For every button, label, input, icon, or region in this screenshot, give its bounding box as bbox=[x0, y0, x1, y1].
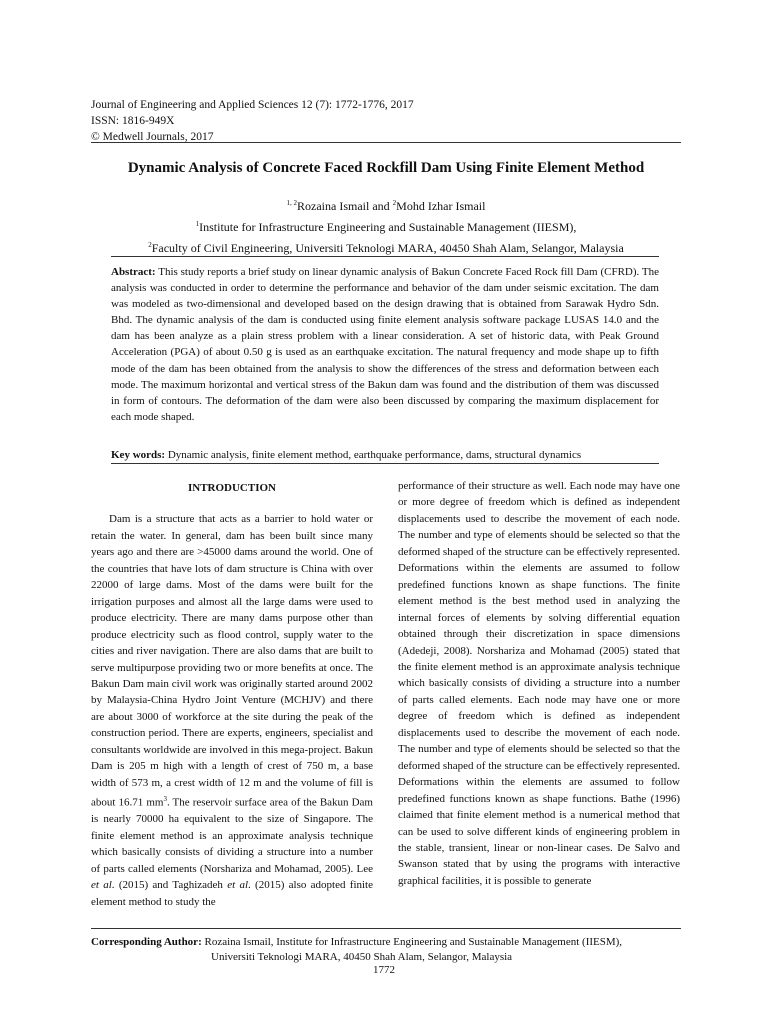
intro-paragraph-right: performance of their structure as well. Each node may have one or more degree of freedom which is defined as independent displacements used to describe the movement of each node. The number and type of elements should be selected so that the deformed shaped of the structure can be effectively represented. Deformations within the elements are assumed to follow predefined functions known as shape functions. The finite element method is the best method used in analyzing the internal forces of elements by solving differential equation obtained through their discretization in space dimensions (Adedeji, 2008). Norshariza and Mohamad (2005) stated that the finite element method is an approximate analysis technique which basically consists of dividing a structure into a number of parts called elements. Each node may have one or more degree of freedom which is defined as independent displacements used to describe the movement of each node. The number and type of elements should be selected so that the deformed shaped of the structure can be effectively represented. Deformations within the elements are assumed to follow predefined functions known as shape functions. Bathe (1996) claimed that finite element method is a numerical method that can be used to solve different kinds of engineering problem in the stable, transient, linear or non-linear cases. De Salvo and Swanson stated that by using the programs with interactive graphical facilities, it is possible to generate bbox=[398, 480, 680, 887]
header-rule bbox=[91, 142, 681, 143]
corr-line-1: Rozaina Ismail, Institute for Infrastructure Engineering and Sustainable Management (IIESM), bbox=[204, 936, 623, 948]
journal-header bbox=[91, 97, 414, 145]
et-al-2: et al bbox=[227, 879, 249, 892]
affiliation-2-mark: 2 bbox=[148, 241, 152, 249]
keywords bbox=[111, 448, 659, 463]
footer-rule bbox=[91, 928, 681, 929]
paper-title: Dynamic Analysis of Concrete Faced Rockfill Dam Using Finite Element Method bbox=[127, 160, 645, 176]
affiliation-1 bbox=[91, 215, 681, 236]
intro-text-c: . (2015) and Taghizadeh bbox=[111, 879, 228, 892]
author1-affiliation-mark: 1, 2 bbox=[286, 199, 298, 207]
authors-block bbox=[91, 194, 681, 257]
affiliation-2-text: Faculty of Civil Engineering, Universiti Teknologi MARA, 40450 Shah Alam, Selangor, Malaysia bbox=[151, 241, 624, 255]
abstract-label: Abstract: bbox=[111, 266, 156, 278]
issn: ISSN: 1816-949X bbox=[91, 115, 175, 127]
page-number: 1772 bbox=[373, 964, 395, 976]
author-line bbox=[91, 194, 681, 215]
section-heading-introduction: INTRODUCTION bbox=[187, 482, 276, 494]
author2-name: Mohd Izhar Ismail bbox=[396, 199, 486, 213]
intro-text-b: . The reservoir surface area of the Bakun Dam is nearly 70000 ha equivalent to the size of Singapore. The finite element method is an approximate analysis technique which basically consists of dividing a structure into a number of parts called elements (Norshariza and Mohamad, 2005). Lee bbox=[91, 796, 373, 875]
journal-citation: Journal of Engineering and Applied Sciences 12 (7): 1772-1776, 2017 bbox=[91, 99, 414, 111]
copyright: © Medwell Journals, 2017 bbox=[91, 131, 214, 143]
corr-label: Corresponding Author: bbox=[91, 936, 202, 948]
et-al-1: et al bbox=[91, 879, 112, 892]
author1-name: Rozaina Ismail and bbox=[297, 199, 393, 213]
abstract-text: This study reports a brief study on linear dynamic analysis of Bakun Concrete Faced Rock fill Dam (CFRD). The analysis was conducted in order to determine the performance and behavior of the dam under seismic excitation. The dam was modeled as two-dimensional and developed based on the design drawing that is obtained from Sarawak Hydro Sdn. Bhd. The dynamic analysis of the dam is conducted using finite element analysis software package LUSAS 14.0 and the dam has been analyze as a plain stress problem with a linear consideration. A set of historic data, with Peak Ground Acceleration (PGA) of about 0.50 g is used as an earthquake excitation. The natural frequency and mode shape up to fifth mode of the dam has been obtained from the analysis to show the differences of the stress and deformation between each mode. The maximum horizontal and vertical stress of the Bakun dam was found and the distribution of them was discussed in form of contours. The deformation of the dam were also been discussed by comparing the maximum displacement for each mode shaped. bbox=[111, 266, 659, 423]
keywords-rule bbox=[111, 463, 659, 464]
keywords-text: Dynamic analysis, finite element method, earthquake performance, dams, structural dynamics bbox=[167, 449, 582, 461]
intro-paragraph-left bbox=[91, 511, 373, 910]
right-column bbox=[398, 478, 680, 889]
affiliation-1-text: Institute for Infrastructure Engineering and Sustainable Management (IIESM), bbox=[199, 220, 577, 234]
author2-affiliation-mark: 2 bbox=[392, 199, 397, 207]
abstract bbox=[111, 264, 659, 425]
corr-line-2: Universiti Teknologi MARA, 40450 Shah Alam, Selangor, Malaysia bbox=[211, 951, 513, 963]
left-column bbox=[91, 478, 373, 910]
affiliation-2 bbox=[91, 236, 681, 257]
keywords-label: Key words: bbox=[111, 449, 166, 461]
unit-superscript: 3 bbox=[163, 795, 167, 804]
affiliation-1-mark: 1 bbox=[195, 220, 200, 228]
intro-text-d: . (2015) also adopted finite element method to study the bbox=[91, 879, 373, 908]
abstract-top-rule bbox=[111, 256, 659, 257]
intro-text-a: Dam is a structure that acts as a barrier to hold water or retain the water. In general, dam has been built since many years ago and there are >45000 dams around the world. One of the countries that have lots of dam structure is China with over 22000 of large dams. Most of the dams were built for the irrigation purposes and almost all the large dams were used to produce electricity. There are many dams purpose other than produce electricity such as flood control, supply water to the cities and river navigation. There are also dams that are built to serve multipurpose providing two or more benefits at once. The Bakun Dam main civil work was originally started around 2002 by Malaysia-China Hydro Joint Venture (MCHJV) and there are about 3000 of workforce at the site during the peak of the construction period. There are experts, engineers, specialist and consultants worldwide are involved in this mega-project. Bakun Dam is 205 m high with a length of crest of 750 m, a base width of 573 m, a crest width of 12 m and the volume of fill is about 16.71 mm bbox=[91, 513, 373, 809]
corresponding-author bbox=[91, 935, 691, 950]
